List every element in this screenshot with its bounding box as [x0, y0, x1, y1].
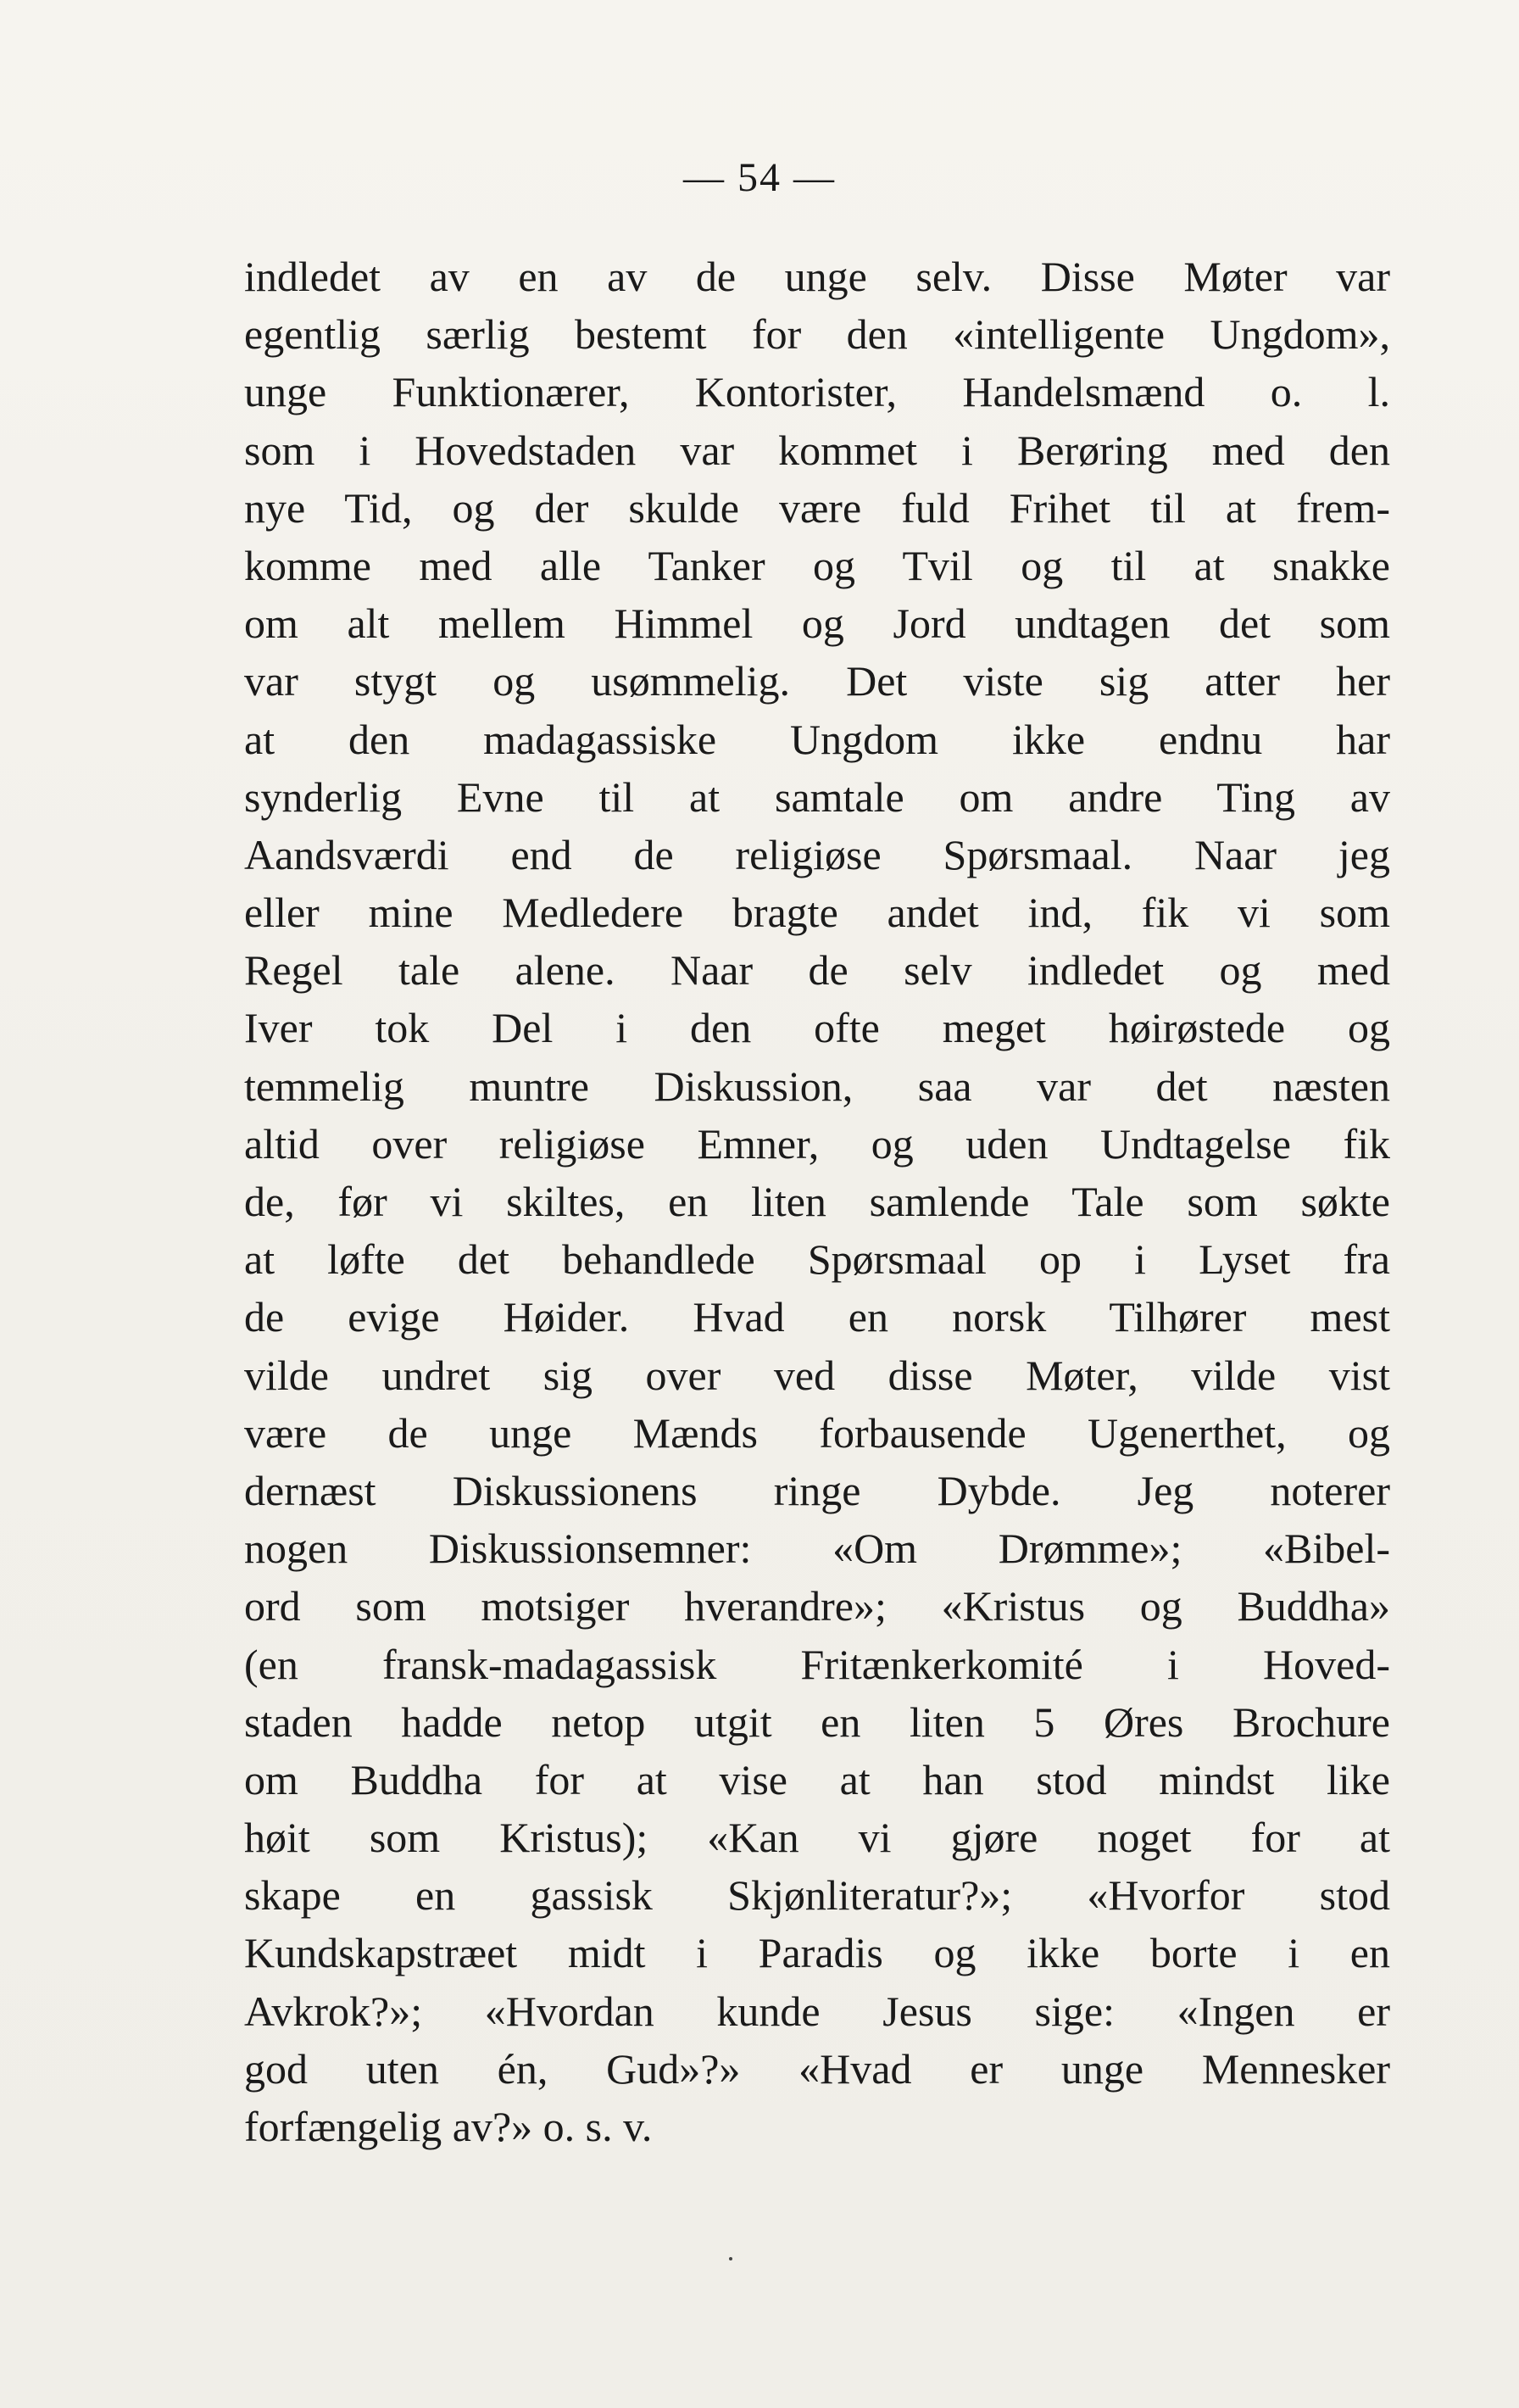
- text-line: nye Tid, og der skulde være fuld Frihet til at frem-: [244, 483, 1390, 532]
- text-line: være de unge Mænds forbausende Ugenerthet, og: [244, 1408, 1390, 1457]
- text-line: vilde undret sig over ved disse Møter, vilde vist: [244, 1351, 1390, 1399]
- text-line: at den madagassiske Ungdom ikke endnu har: [244, 715, 1390, 763]
- text-line: om Buddha for at vise at han stod mindst like: [244, 1755, 1390, 1803]
- text-line: at løfte det behandlede Spørsmaal op i Lyset fra: [244, 1235, 1390, 1284]
- text-line-last: forfængelig av?» o. s. v.: [244, 2103, 653, 2150]
- text-line: temmelig muntre Diskussion, saa var det næsten: [244, 1062, 1390, 1110]
- text-line: synderlig Evne til at samtale om andre Ting av: [244, 772, 1390, 821]
- text-line: dernæst Diskussionens ringe Dybde. Jeg noterer: [244, 1466, 1390, 1514]
- text-line: unge Funktionærer, Kontorister, Handelsmænd o. l.: [244, 368, 1390, 416]
- text-line: nogen Diskussionsemner: «Om Drømme»; «Bibel-: [244, 1525, 1390, 1573]
- text-line: altid over religiøse Emner, og uden Undtagelse fik: [244, 1119, 1390, 1168]
- text-line: var stygt og usømmelig. Det viste sig atter her: [244, 657, 1390, 705]
- text-line: Regel tale alene. Naar de selv indledet og med: [244, 946, 1390, 995]
- body-text: [244, 248, 1390, 2155]
- ink-speck: [729, 2257, 732, 2260]
- text-line: god uten én, Gud»?» «Hvad er unge Mennesker: [244, 2044, 1390, 2093]
- text-line: ord som motsiger hverandre»; «Kristus og Buddha»: [244, 1582, 1390, 1630]
- text-line: de evige Høider. Hvad en norsk Tilhører mest: [244, 1293, 1390, 1341]
- text-line: som i Hovedstaden var kommet i Berøring med den: [244, 426, 1390, 474]
- text-line: høit som Kristus); «Kan vi gjøre noget for at: [244, 1814, 1390, 1862]
- text-line: om alt mellem Himmel og Jord undtagen det som: [244, 599, 1390, 648]
- text-line: egentlig særlig bestemt for den «intelligente Ungdom»,: [244, 310, 1390, 359]
- text-line: Aandsværdi end de religiøse Spørsmaal. Naar jeg: [244, 830, 1390, 878]
- text-line: Kundskapstræet midt i Paradis og ikke borte i en: [244, 1929, 1390, 1977]
- text-line: de, før vi skiltes, en liten samlende Tale som søkte: [244, 1178, 1390, 1225]
- text-line: (en fransk-madagassisk Fritænkerkomité i Hoved-: [244, 1640, 1390, 1688]
- text-line: komme med alle Tanker og Tvil og til at snakke: [244, 541, 1390, 589]
- text-line: indledet av en av de unge selv. Disse Møter var: [244, 253, 1390, 300]
- text-line: skape en gassisk Skjønliteratur?»; «Hvorfor stod: [244, 1871, 1390, 1920]
- text-line: eller mine Medledere bragte andet ind, fik vi som: [244, 889, 1390, 937]
- text-line: Avkrok?»; «Hvordan kunde Jesus sige: «Ingen er: [244, 1987, 1390, 2035]
- text-line: Iver tok Del i den ofte meget høirøstede og: [244, 1004, 1390, 1052]
- page-number: — 54 —: [683, 155, 836, 200]
- text-line: staden hadde netop utgit en liten 5 Øres Brochure: [244, 1697, 1390, 1746]
